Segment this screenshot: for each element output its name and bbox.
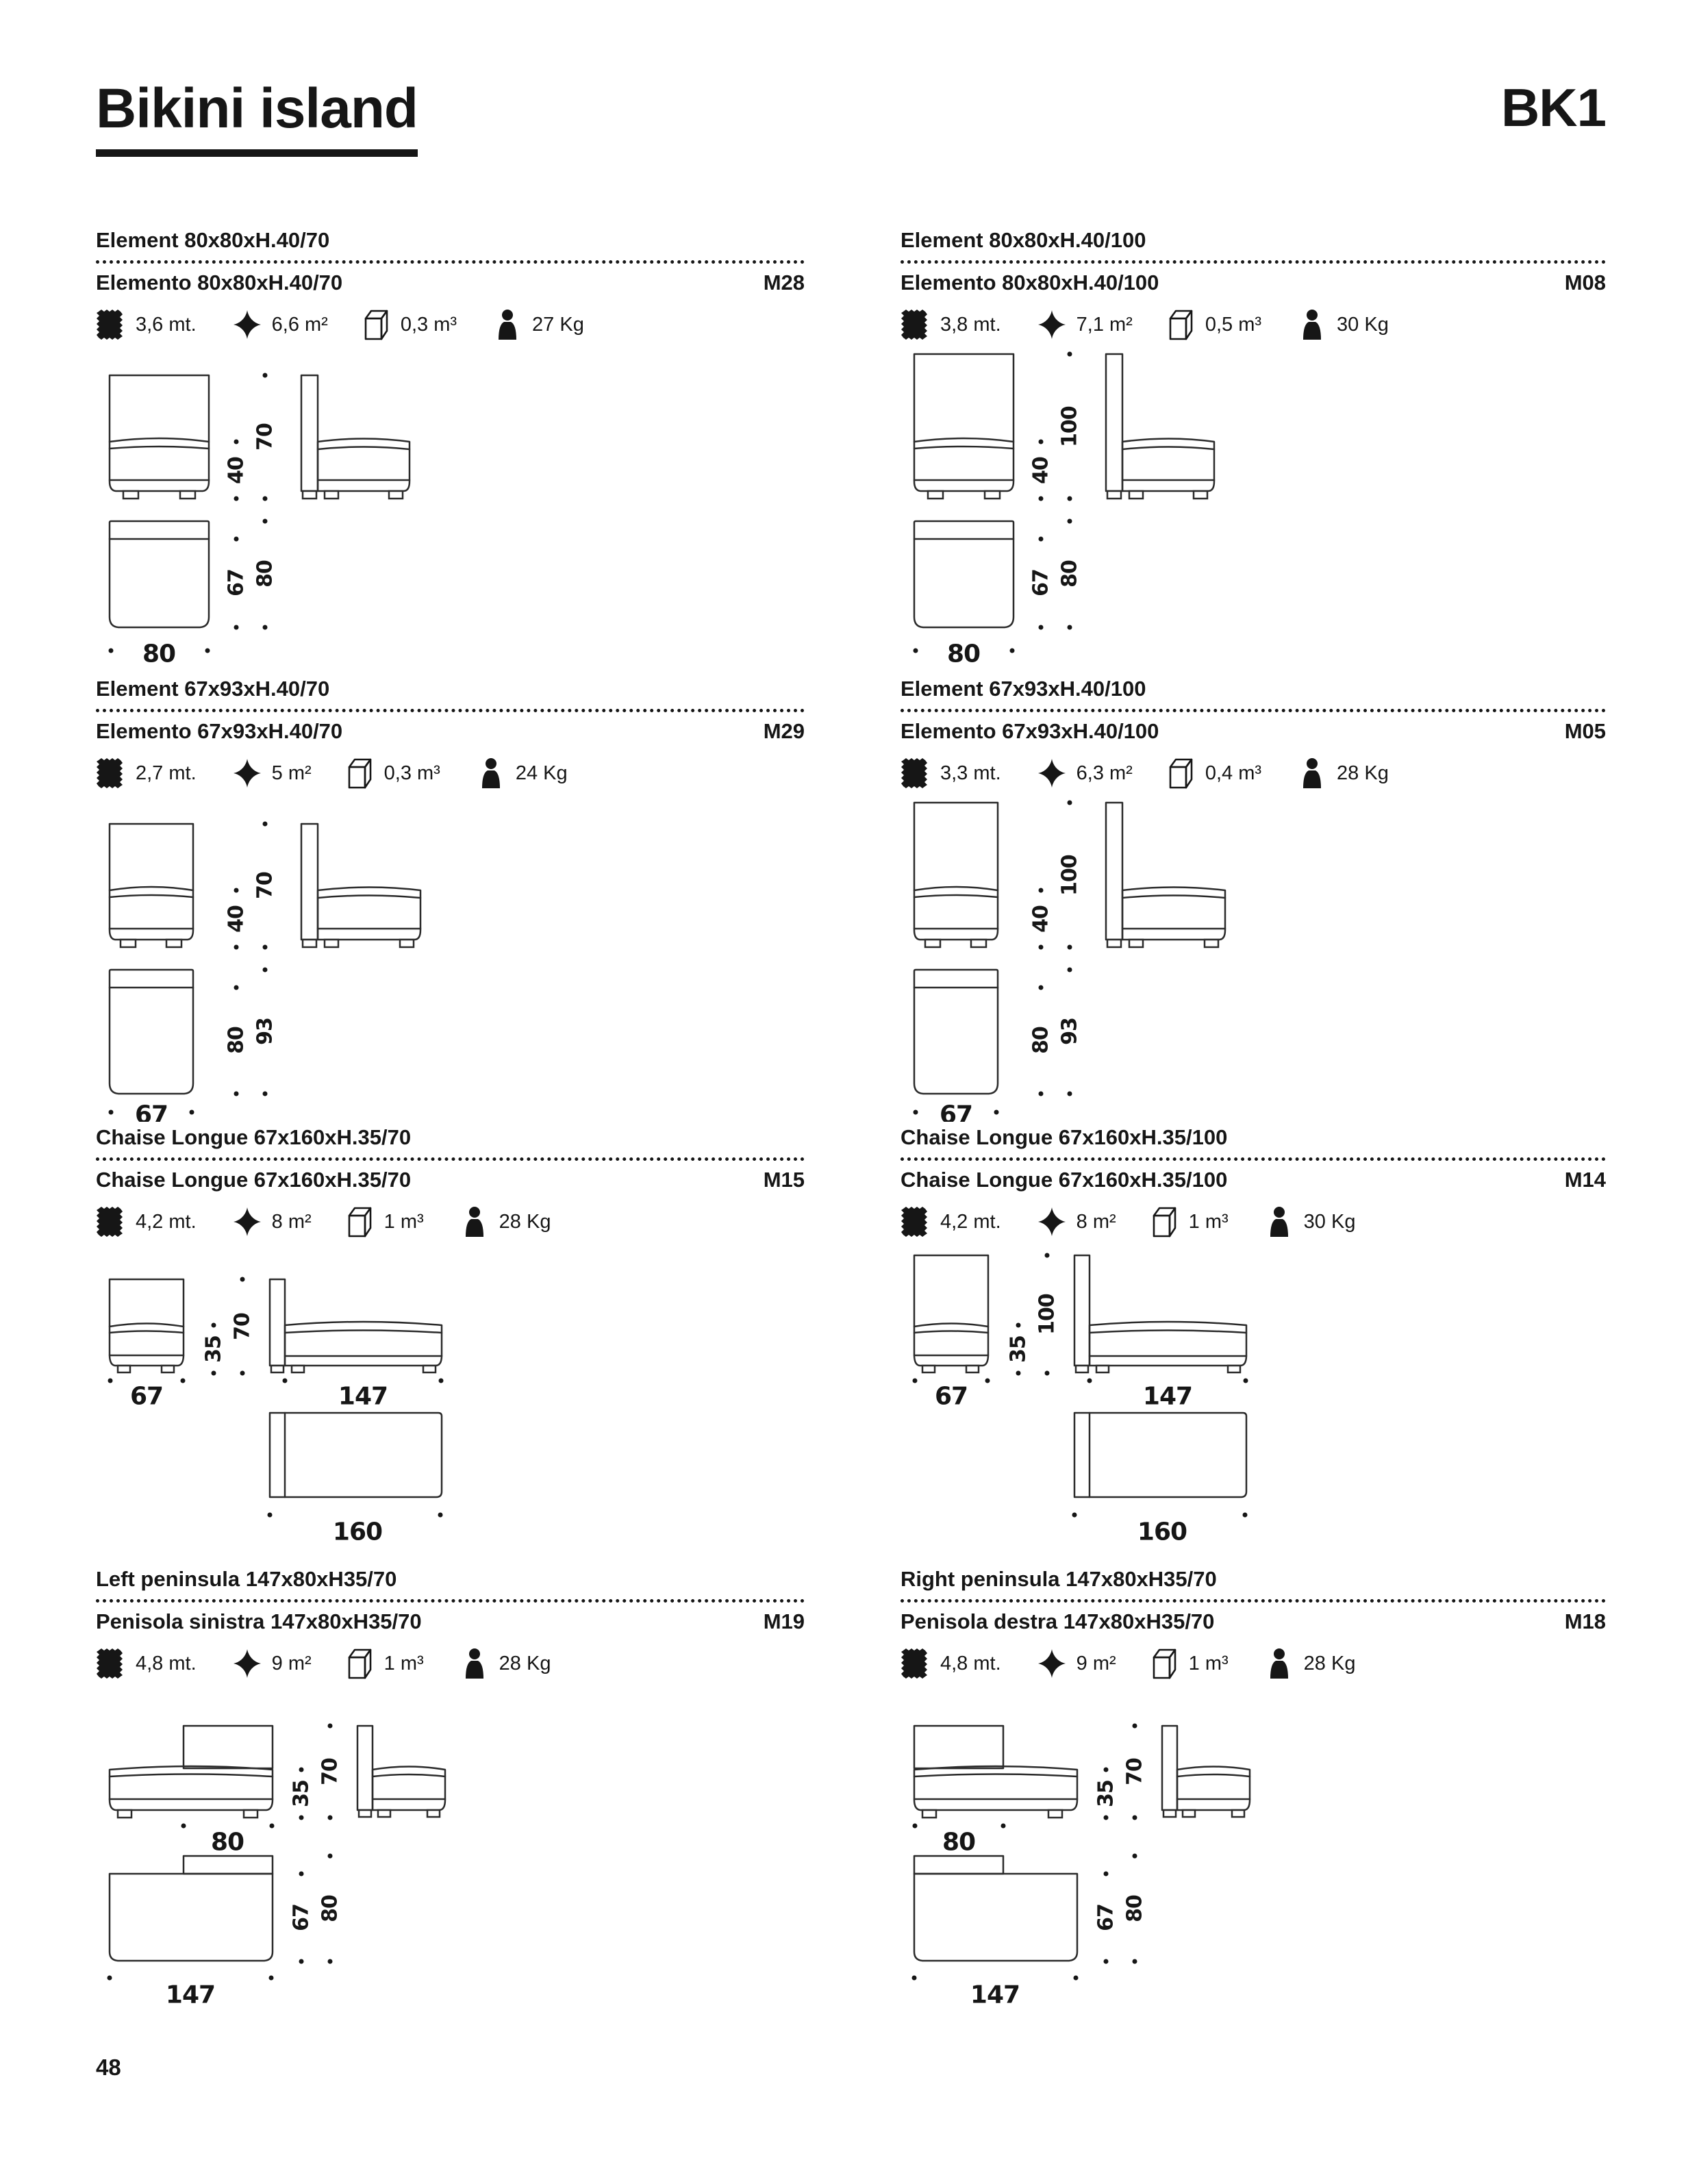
dim-plan-outer: 80 [1122,1895,1147,1922]
spec-leather [232,309,328,340]
dim-width: 80 [946,640,981,668]
volume-box-icon [1168,308,1196,341]
leather-icon [1037,757,1067,789]
spec-volume [1168,757,1261,790]
product-name-it: Elemento 67x93xH.40/100 [901,719,1159,743]
spec-list [96,1205,805,1238]
dotted-separator [96,1157,805,1161]
spec-weight [1297,757,1389,790]
leather-icon [1037,1648,1067,1679]
spec-weight-value: 27 Kg [532,313,584,336]
dim-front-width: 67 [934,1382,968,1411]
spec-leather-value: 7,1 m² [1076,313,1133,336]
spec-leather-value: 8 m² [271,1210,312,1233]
volume-box-icon [1152,1205,1179,1238]
front-view [914,1726,1077,1818]
technical-drawing [901,344,1606,677]
spec-volume-value: 1 m³ [1188,1652,1229,1674]
spec-leather [232,757,312,789]
spec-fabric-value: 3,3 mt. [940,762,1001,784]
spec-volume-value: 0,4 m³ [1205,762,1262,784]
dim-total-length: 160 [1137,1518,1187,1546]
product-name-en: Element 80x80xH.40/70 [96,228,330,252]
front-view [110,1726,273,1818]
collection-code: BK1 [1500,77,1606,138]
weight-icon [1297,308,1327,341]
dim-total-length: 160 [332,1518,383,1546]
spec-weight [492,308,584,341]
plan-view [110,970,193,1094]
technical-drawing [901,1683,1606,2029]
dim-seat-height: 35 [201,1335,226,1363]
plan-view [110,1856,273,1961]
dim-back-height: 70 [253,872,277,899]
spec-volume [347,1205,424,1238]
spec-weight-value: 28 Kg [499,1652,551,1674]
product-section-m18 [901,1566,1606,2029]
side-view [1162,1726,1250,1817]
side-view [270,1279,442,1372]
spec-fabric-value: 4,8 mt. [136,1652,197,1674]
product-name-en: Right peninsula 147x80xH35/70 [901,1567,1217,1591]
fabric-icon [96,309,126,340]
dim-back-height: 100 [1057,855,1082,896]
plan-view [914,1856,1077,1961]
volume-box-icon [347,757,375,790]
spec-list [901,308,1606,341]
dim-back-height: 100 [1035,1294,1059,1335]
spec-fabric-value: 4,8 mt. [940,1652,1001,1674]
dim-plan-outer: 80 [1057,560,1082,588]
product-name-it: Chaise Longue 67x160xH.35/70 [96,1168,412,1192]
dim-width: 67 [939,1101,973,1122]
page-title: Bikini island [96,81,418,157]
leather-icon [232,309,262,340]
product-grid [96,227,1606,2029]
product-name-en: Chaise Longue 67x160xH.35/70 [96,1125,412,1149]
dotted-separator [901,1157,1606,1161]
product-section-m08 [901,227,1606,676]
front-view [914,803,998,947]
leather-icon [232,1648,262,1679]
product-code: M19 [763,1609,805,1633]
front-view [110,375,209,499]
spec-volume [1152,1647,1229,1680]
leather-icon [1037,1206,1067,1238]
product-name-it: Elemento 80x80xH.40/70 [96,271,343,294]
fabric-icon [901,309,931,340]
side-view [1106,354,1214,499]
product-name-it: Chaise Longue 67x160xH.35/100 [901,1168,1228,1192]
weight-icon [492,308,523,341]
spec-fabric-value: 4,2 mt. [940,1210,1001,1233]
volume-box-icon [364,308,391,341]
dim-back-width: 80 [210,1828,244,1857]
weight-icon [1264,1205,1294,1238]
spec-leather-value: 5 m² [271,762,312,784]
spec-weight-value: 24 Kg [515,762,568,784]
product-section-m29 [96,676,805,1125]
product-section-m14 [901,1125,1606,1566]
dim-back-height: 70 [318,1758,342,1785]
spec-list [901,1647,1606,1680]
front-view [110,824,193,947]
dim-plan-inner: 67 [1029,569,1053,597]
weight-icon [460,1205,490,1238]
spec-list [96,308,805,341]
technical-drawing [901,1242,1606,1567]
dim-back-height: 100 [1057,406,1082,447]
spec-weight [1264,1647,1356,1680]
spec-leather [232,1206,312,1238]
spec-fabric [901,1648,1001,1679]
product-name-it: Penisola destra 147x80xH35/70 [901,1609,1215,1633]
front-view [914,354,1014,499]
spec-fabric [96,1648,197,1679]
spec-weight [1264,1205,1356,1238]
dim-back-height: 70 [253,423,277,451]
side-view [301,824,420,947]
spec-leather [1037,1648,1116,1679]
technical-drawing [96,344,805,677]
weight-icon [460,1647,490,1680]
plan-view [270,1413,442,1497]
dotted-separator [96,709,805,712]
product-code: M29 [763,719,805,743]
dim-seat-height: 35 [1094,1780,1118,1807]
dim-length: 147 [970,1981,1020,2009]
dim-plan-inner: 67 [289,1904,314,1931]
spec-weight [460,1205,551,1238]
spec-fabric-value: 3,8 mt. [940,313,1001,336]
dim-seat-height: 35 [289,1780,314,1807]
spec-list [96,1647,805,1680]
dim-plan-inner: 67 [1094,1904,1118,1931]
side-view [301,375,410,499]
spec-fabric [901,309,1001,340]
product-section-m15 [96,1125,805,1566]
leather-icon [232,1206,262,1238]
product-name-en: Element 67x93xH.40/100 [901,677,1146,701]
spec-fabric [901,1206,1001,1238]
spec-leather-value: 9 m² [271,1652,312,1674]
product-section-m28 [96,227,805,676]
dim-plan-outer: 93 [253,1018,277,1045]
product-code: M05 [1564,719,1606,743]
dotted-separator [96,1599,805,1603]
spec-fabric-value: 3,6 mt. [136,313,197,336]
dim-back-height: 70 [1122,1758,1147,1785]
spec-volume [347,1647,424,1680]
fabric-icon [901,1206,931,1238]
dim-seat-height: 35 [1006,1335,1031,1363]
spec-fabric [901,757,1001,789]
weight-icon [476,757,506,790]
dim-plan-inner: 80 [1029,1027,1053,1054]
spec-weight-value: 28 Kg [499,1210,551,1233]
spec-list [96,757,805,790]
product-name-en: Chaise Longue 67x160xH.35/100 [901,1125,1228,1149]
volume-box-icon [347,1647,375,1680]
plan-view [914,970,998,1094]
spec-volume-value: 1 m³ [1188,1210,1229,1233]
dim-plan-outer: 80 [253,560,277,588]
dim-back-width: 80 [942,1828,976,1857]
spec-leather [1037,1206,1116,1238]
dotted-separator [901,1599,1606,1603]
product-name-en: Left peninsula 147x80xH35/70 [96,1567,397,1591]
volume-box-icon [1168,757,1196,790]
spec-weight [460,1647,551,1680]
spec-leather-value: 6,3 m² [1076,762,1133,784]
spec-leather [1037,309,1133,340]
dim-seat-height: 40 [224,457,249,484]
product-section-m05 [901,676,1606,1125]
spec-fabric-value: 4,2 mt. [136,1210,197,1233]
dim-width: 67 [134,1101,168,1122]
technical-drawing [96,1683,805,2029]
volume-box-icon [347,1205,375,1238]
dim-plan-outer: 93 [1057,1018,1082,1045]
dotted-separator [901,260,1606,264]
spec-leather-value: 8 m² [1076,1210,1116,1233]
fabric-icon [96,1648,126,1679]
plan-view [1074,1413,1246,1497]
spec-leather [232,1648,312,1679]
spec-volume [1168,308,1261,341]
spec-leather-value: 9 m² [1076,1652,1116,1674]
spec-volume-value: 1 m³ [383,1652,424,1674]
fabric-icon [96,1206,126,1238]
spec-weight-value: 28 Kg [1337,762,1389,784]
spec-volume [347,757,440,790]
dotted-separator [901,709,1606,712]
spec-fabric-value: 2,7 mt. [136,762,197,784]
dim-length: 147 [165,1981,216,2009]
dim-plan-inner: 67 [224,569,249,597]
spec-volume [1152,1205,1229,1238]
dim-seat-height: 40 [1029,457,1053,484]
spec-volume-value: 0,5 m³ [1205,313,1262,336]
dim-seat-length: 147 [338,1382,388,1411]
page-number: 48 [96,2055,121,2080]
spec-volume [364,308,457,341]
product-name-en: Element 67x93xH.40/70 [96,677,330,701]
weight-icon [1264,1647,1294,1680]
technical-drawing [901,793,1606,1125]
plan-view [110,521,209,627]
product-code: M18 [1564,1609,1606,1633]
fabric-icon [96,757,126,789]
product-name-it: Elemento 80x80xH.40/100 [901,271,1159,294]
product-code: M28 [763,271,805,294]
product-code: M14 [1564,1168,1606,1192]
front-view [914,1255,988,1372]
dim-plan-outer: 80 [318,1895,342,1922]
product-code: M15 [763,1168,805,1192]
spec-weight [476,757,568,790]
product-name-it: Penisola sinistra 147x80xH35/70 [96,1609,422,1633]
weight-icon [1297,757,1327,790]
product-code: M08 [1564,271,1606,294]
plan-view [914,521,1014,627]
dim-seat-height: 40 [1029,905,1053,933]
dim-plan-inner: 80 [224,1027,249,1054]
spec-list [901,757,1606,790]
product-name-en: Element 80x80xH.40/100 [901,228,1146,252]
spec-volume-value: 0,3 m³ [400,313,457,336]
volume-box-icon [1152,1647,1179,1680]
product-section-m19 [96,1566,805,2029]
spec-weight-value: 30 Kg [1303,1210,1356,1233]
dim-seat-length: 147 [1142,1382,1193,1411]
dotted-separator [96,260,805,264]
dim-back-height: 70 [230,1313,255,1340]
side-view [1106,803,1225,947]
spec-volume-value: 1 m³ [383,1210,424,1233]
spec-weight-value: 28 Kg [1303,1652,1356,1674]
side-view [1074,1255,1246,1372]
technical-drawing [96,793,805,1125]
dim-seat-height: 40 [224,905,249,933]
spec-leather-value: 6,6 m² [271,313,328,336]
product-name-it: Elemento 67x93xH.40/70 [96,719,343,743]
fabric-icon [901,1648,931,1679]
front-view [110,1279,184,1372]
spec-fabric [96,309,197,340]
spec-weight [1297,308,1389,341]
spec-weight-value: 30 Kg [1337,313,1389,336]
spec-leather [1037,757,1133,789]
dim-front-width: 67 [129,1382,164,1411]
fabric-icon [901,757,931,789]
technical-drawing [96,1242,805,1567]
spec-list [901,1205,1606,1238]
spec-volume-value: 0,3 m³ [383,762,440,784]
leather-icon [232,757,262,789]
side-view [357,1726,445,1817]
leather-icon [1037,309,1067,340]
spec-fabric [96,1206,197,1238]
spec-fabric [96,757,197,789]
page-header [96,77,1606,157]
dim-width: 80 [142,640,176,668]
